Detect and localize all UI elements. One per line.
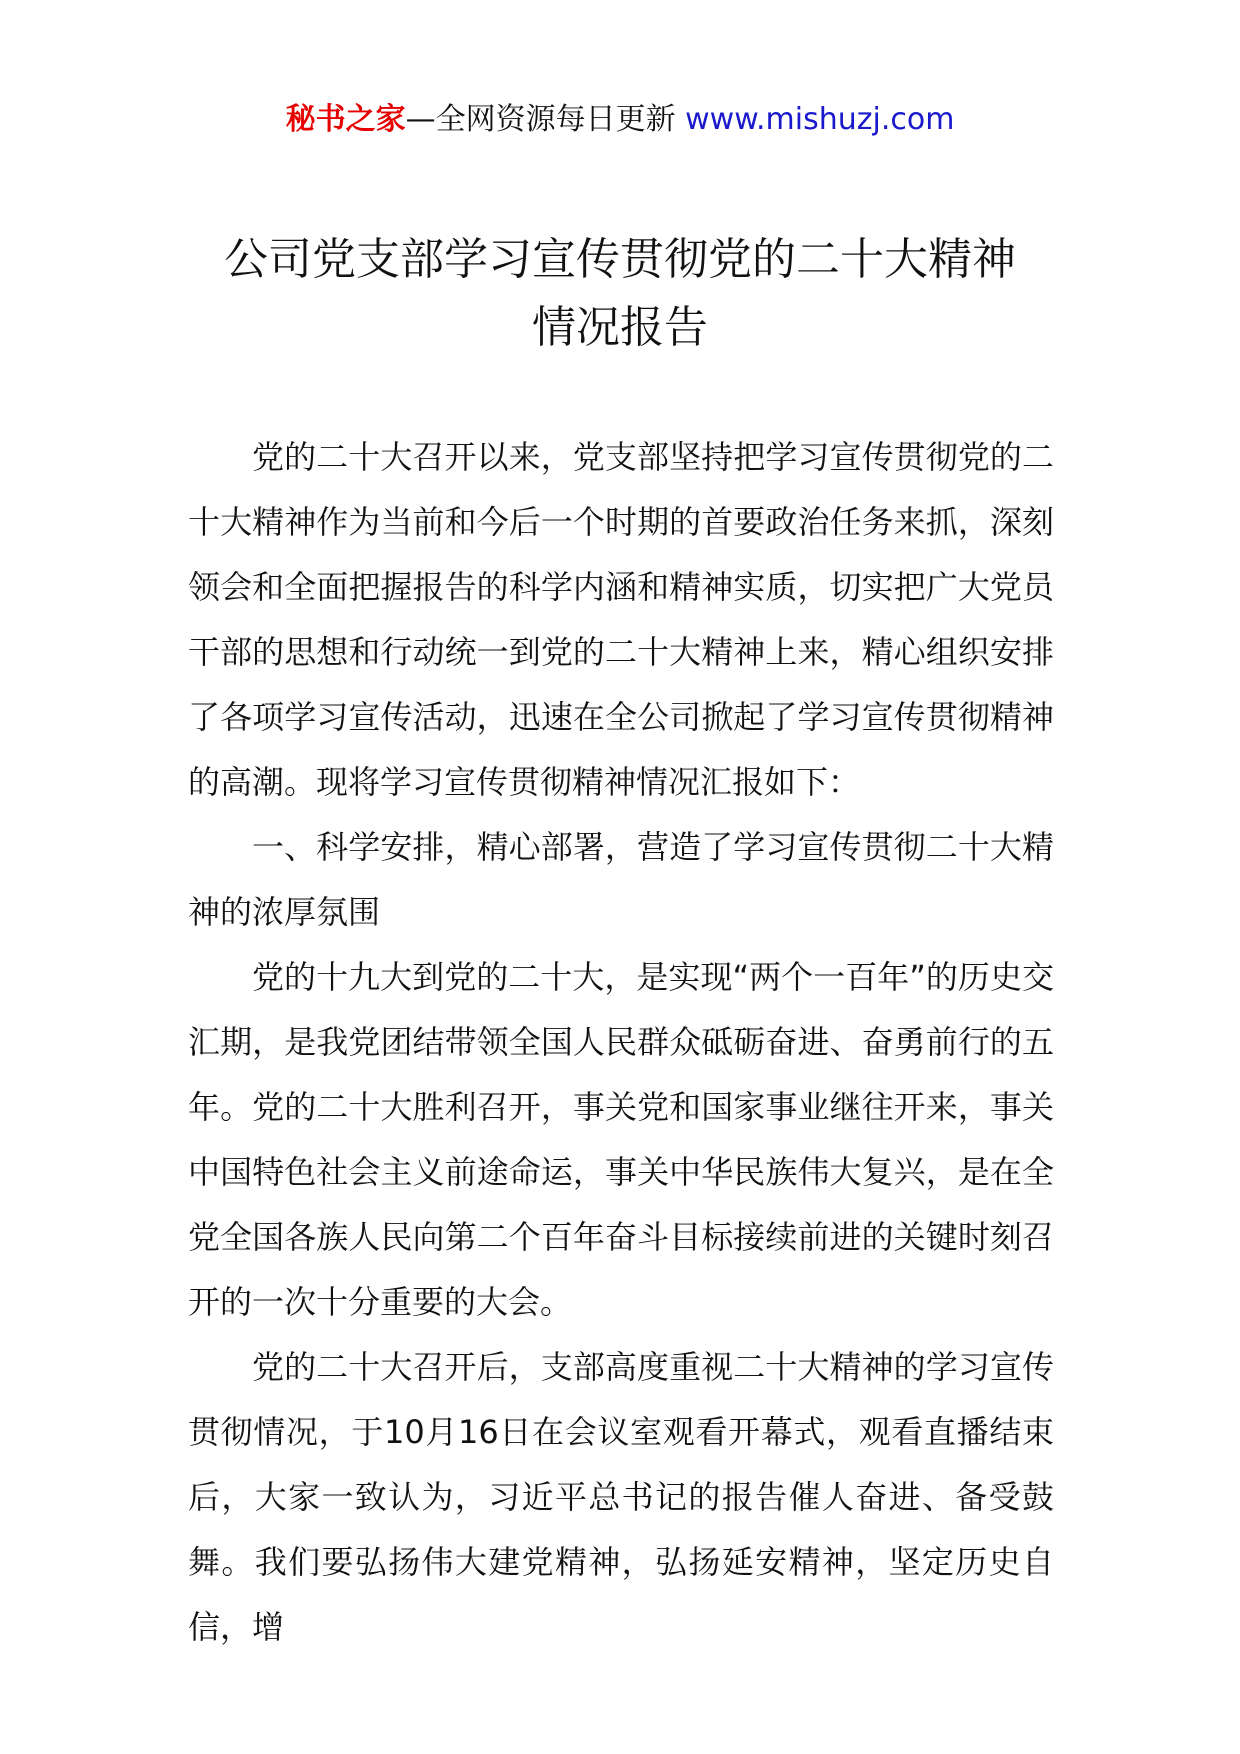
title-line-2: 情况报告: [532, 302, 708, 353]
intro-paragraph: 党的二十大召开以来，党支部坚持把学习宣传贯彻党的二十大精神作为当前和今后一个时期的首要政治任务来抓，深刻领会和全面把握报告的科学内涵和精神实质，切实把广大党员干部的思想和行动统一到党的二十大精神上来，精心组织安排了各项学习宣传活动，迅速在全公司掀起了学习宣传贯彻精神的高潮。现将学习宣传贯彻精神情况汇报如下：: [188, 438, 1054, 801]
document-title: [150, 226, 1090, 362]
document-body: [188, 425, 1054, 1660]
body-paragraph: 党的二十大召开后，支部高度重视二十大精神的学习宣传贯彻情况，于10月16日在会议室观看开幕式，观看直播结束后，大家一致认为，习近平总书记的报告催人奋进、备受鼓舞。我们要弘扬伟大建党精神，弘扬延安精神，坚定历史自信，增: [188, 1348, 1054, 1646]
body-paragraph: 党的十九大到党的二十大，是实现“两个一百年”的历史交汇期，是我党团结带领全国人民群众砥砺奋进、奋勇前行的五年。党的二十大胜利召开，事关党和国家事业继往开来，事关中国特色社会主义前途命运，事关中华民族伟大复兴，是在全党全国各族人民向第二个百年奋斗目标接续前进的关键时刻召开的一次十分重要的大会。: [188, 958, 1054, 1321]
banner-tagline: —全网资源每日更新: [405, 102, 686, 137]
section-heading-1: 一、科学安排，精心部署，营造了学习宣传贯彻二十大精神的浓厚氛围: [188, 828, 1054, 931]
title-line-1: 公司党支部学习宣传贯彻党的二十大精神: [224, 234, 1016, 285]
site-url-link[interactable]: www.mishuzj.com: [685, 102, 955, 137]
brand-name: 秘书之家: [285, 102, 406, 137]
site-banner: [0, 100, 1240, 140]
